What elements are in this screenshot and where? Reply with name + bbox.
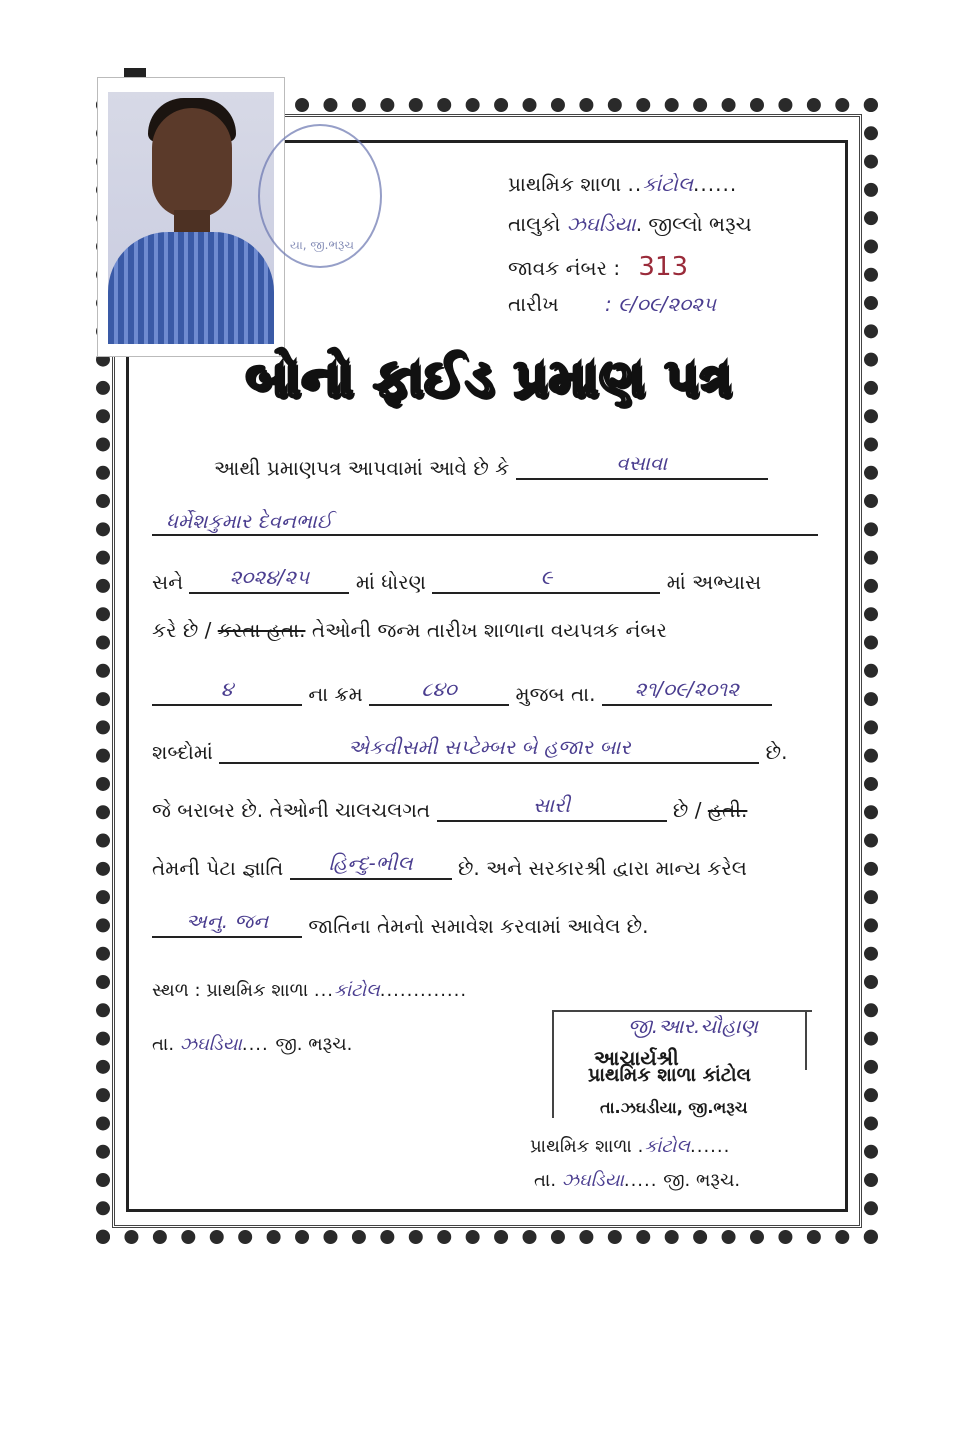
body-line-6 xyxy=(152,732,822,764)
header-taluka-label: તાલુકો xyxy=(508,212,561,236)
category-end: જાતિના તેમનો સમાવેશ કરવામાં આવેલ છે. xyxy=(308,914,649,938)
header-outward xyxy=(508,252,688,282)
body-line-5 xyxy=(152,674,822,706)
per-date-label: મુજબ તા. xyxy=(515,682,596,706)
certificate-title: બોનો ફાઈડ પ્રમાણ પત્ર xyxy=(245,349,733,409)
fullname-value: ધર્મેશકુમાર દેવનભાઈ xyxy=(152,506,818,536)
body-line-1 xyxy=(214,448,824,480)
header-taluka-value: ઝઘડિયા xyxy=(566,212,636,236)
conduct-strike: હતી. xyxy=(707,798,748,822)
std-value: ૯ xyxy=(432,562,660,594)
intro-text: આથી પ્રમાણપત્ર આપવામાં આવે છે કે xyxy=(214,456,510,480)
header-school: પ્રાથમિક શાળા ..કાંટોલ...... xyxy=(508,172,738,196)
subcaste-value: હિન્દુ-ભીલ xyxy=(290,848,452,880)
body-line-2 xyxy=(152,506,822,536)
seal-text: યા, જી.ભરૂચ xyxy=(290,238,355,252)
words-label: શબ્દોમાં xyxy=(152,740,213,764)
place-label: સ્થળ : પ્રાથમિક શાળા xyxy=(152,980,309,1001)
words-value: એકવીસમી સપ્ટેમ્બર બે હજાર બાર xyxy=(219,732,759,764)
line4-b: તેઓની જન્મ તારીખ શાળાના વયપત્રક નંબર xyxy=(311,618,667,642)
body-line-8 xyxy=(152,848,822,880)
school2-label: પ્રાથમિક શાળા xyxy=(530,1136,632,1157)
principal-address: તા.ઝઘડીયા, જી.ભરૂચ xyxy=(600,1098,748,1117)
surname-value: વસાવા xyxy=(516,448,768,480)
principal-role: આચાર્યશ્રી xyxy=(594,1046,679,1070)
header-taluka: તાલુકો ઝઘડિયા. જીલ્લો ભરૂચ xyxy=(508,212,752,236)
subcaste-end: છે. અને સરકારશ્રી દ્વારા માન્ય કરેલ xyxy=(457,856,747,880)
footer-ji-label: જી. ભરૂચ. xyxy=(275,1034,353,1055)
std-label: માં ધોરણ xyxy=(355,570,426,594)
photo-face xyxy=(152,108,232,218)
conduct-label: જે બરાબર છે. તેઓની ચાલચલગત xyxy=(152,798,431,822)
footer-taluka-2: તા. ઝઘડિયા..... જી. ભરૂચ. xyxy=(534,1170,741,1191)
body-line-9 xyxy=(152,906,822,938)
header-school-label: પ્રાથમિક શાળા xyxy=(508,172,622,196)
dob-value: ૨૧/૦૯/૨૦૧૨ xyxy=(602,674,772,706)
principal-signature: જી.આર.ચૌહાણ xyxy=(628,1014,758,1038)
header-district-label: જીલ્લો ભરૂચ xyxy=(648,212,752,236)
line4-a: કરે છે / xyxy=(152,618,212,642)
principal-stamp-edge xyxy=(805,1012,807,1070)
serial-value: ૮૪૦ xyxy=(369,674,509,706)
study-label: માં અભ્યાસ xyxy=(666,570,762,594)
header-outward-label: જાવક નંબર : xyxy=(508,256,621,280)
footer-school-2: પ્રાથમિક શાળા .કાંટોલ...... xyxy=(530,1136,731,1157)
header-school-value: કાંટોલ xyxy=(642,172,694,196)
footer-place: સ્થળ : પ્રાથમિક શાળા ...કાંટોલ............. xyxy=(152,980,468,1001)
school2-value: કાંટોલ xyxy=(644,1136,691,1157)
footer-taluka: તા. ઝઘડિયા.... જી. ભરૂચ. xyxy=(152,1034,353,1055)
ta2-label: તા. xyxy=(534,1170,557,1191)
ta2-value: ઝઘડિયા xyxy=(561,1170,624,1191)
header-date-value: : ૯/૦૯/૨૦૨૫ xyxy=(605,292,716,316)
subcaste-label: તેમની પેટા જ્ઞાતિ xyxy=(152,856,284,880)
serial-label: ના ક્રમ xyxy=(308,682,363,706)
school-seal-stamp xyxy=(258,124,382,268)
year-value: ૨૦૨૪/૨૫ xyxy=(189,562,349,594)
line4-strike: કરતા હતા. xyxy=(217,618,306,642)
register-value: ૪ xyxy=(152,674,302,706)
year-prefix: સને xyxy=(152,570,184,594)
category-value: અનુ. જન xyxy=(152,906,302,938)
conduct-end: છે / xyxy=(672,798,702,822)
student-photo xyxy=(98,78,284,356)
footer-ta-value: ઝઘડિયા xyxy=(179,1034,242,1055)
body-line-4 xyxy=(152,618,822,642)
header-date xyxy=(508,292,716,316)
body-line-7 xyxy=(152,790,822,822)
corner-mark xyxy=(124,68,146,78)
footer-ta-label: તા. xyxy=(152,1034,175,1055)
photo-frame xyxy=(108,92,274,344)
header-date-label: તારીખ xyxy=(508,292,559,316)
ji2-label: જી. ભરૂચ. xyxy=(663,1170,741,1191)
conduct-value: સારી xyxy=(437,790,667,822)
body-line-3 xyxy=(152,562,822,594)
place-value: કાંટોલ xyxy=(334,980,380,1001)
words-end: છે. xyxy=(765,740,788,764)
principal-school: પ્રાથમિક શાળા કાંટોલ xyxy=(588,1064,751,1086)
header-outward-value: 313 xyxy=(638,252,689,282)
photo-shirt xyxy=(108,232,274,344)
